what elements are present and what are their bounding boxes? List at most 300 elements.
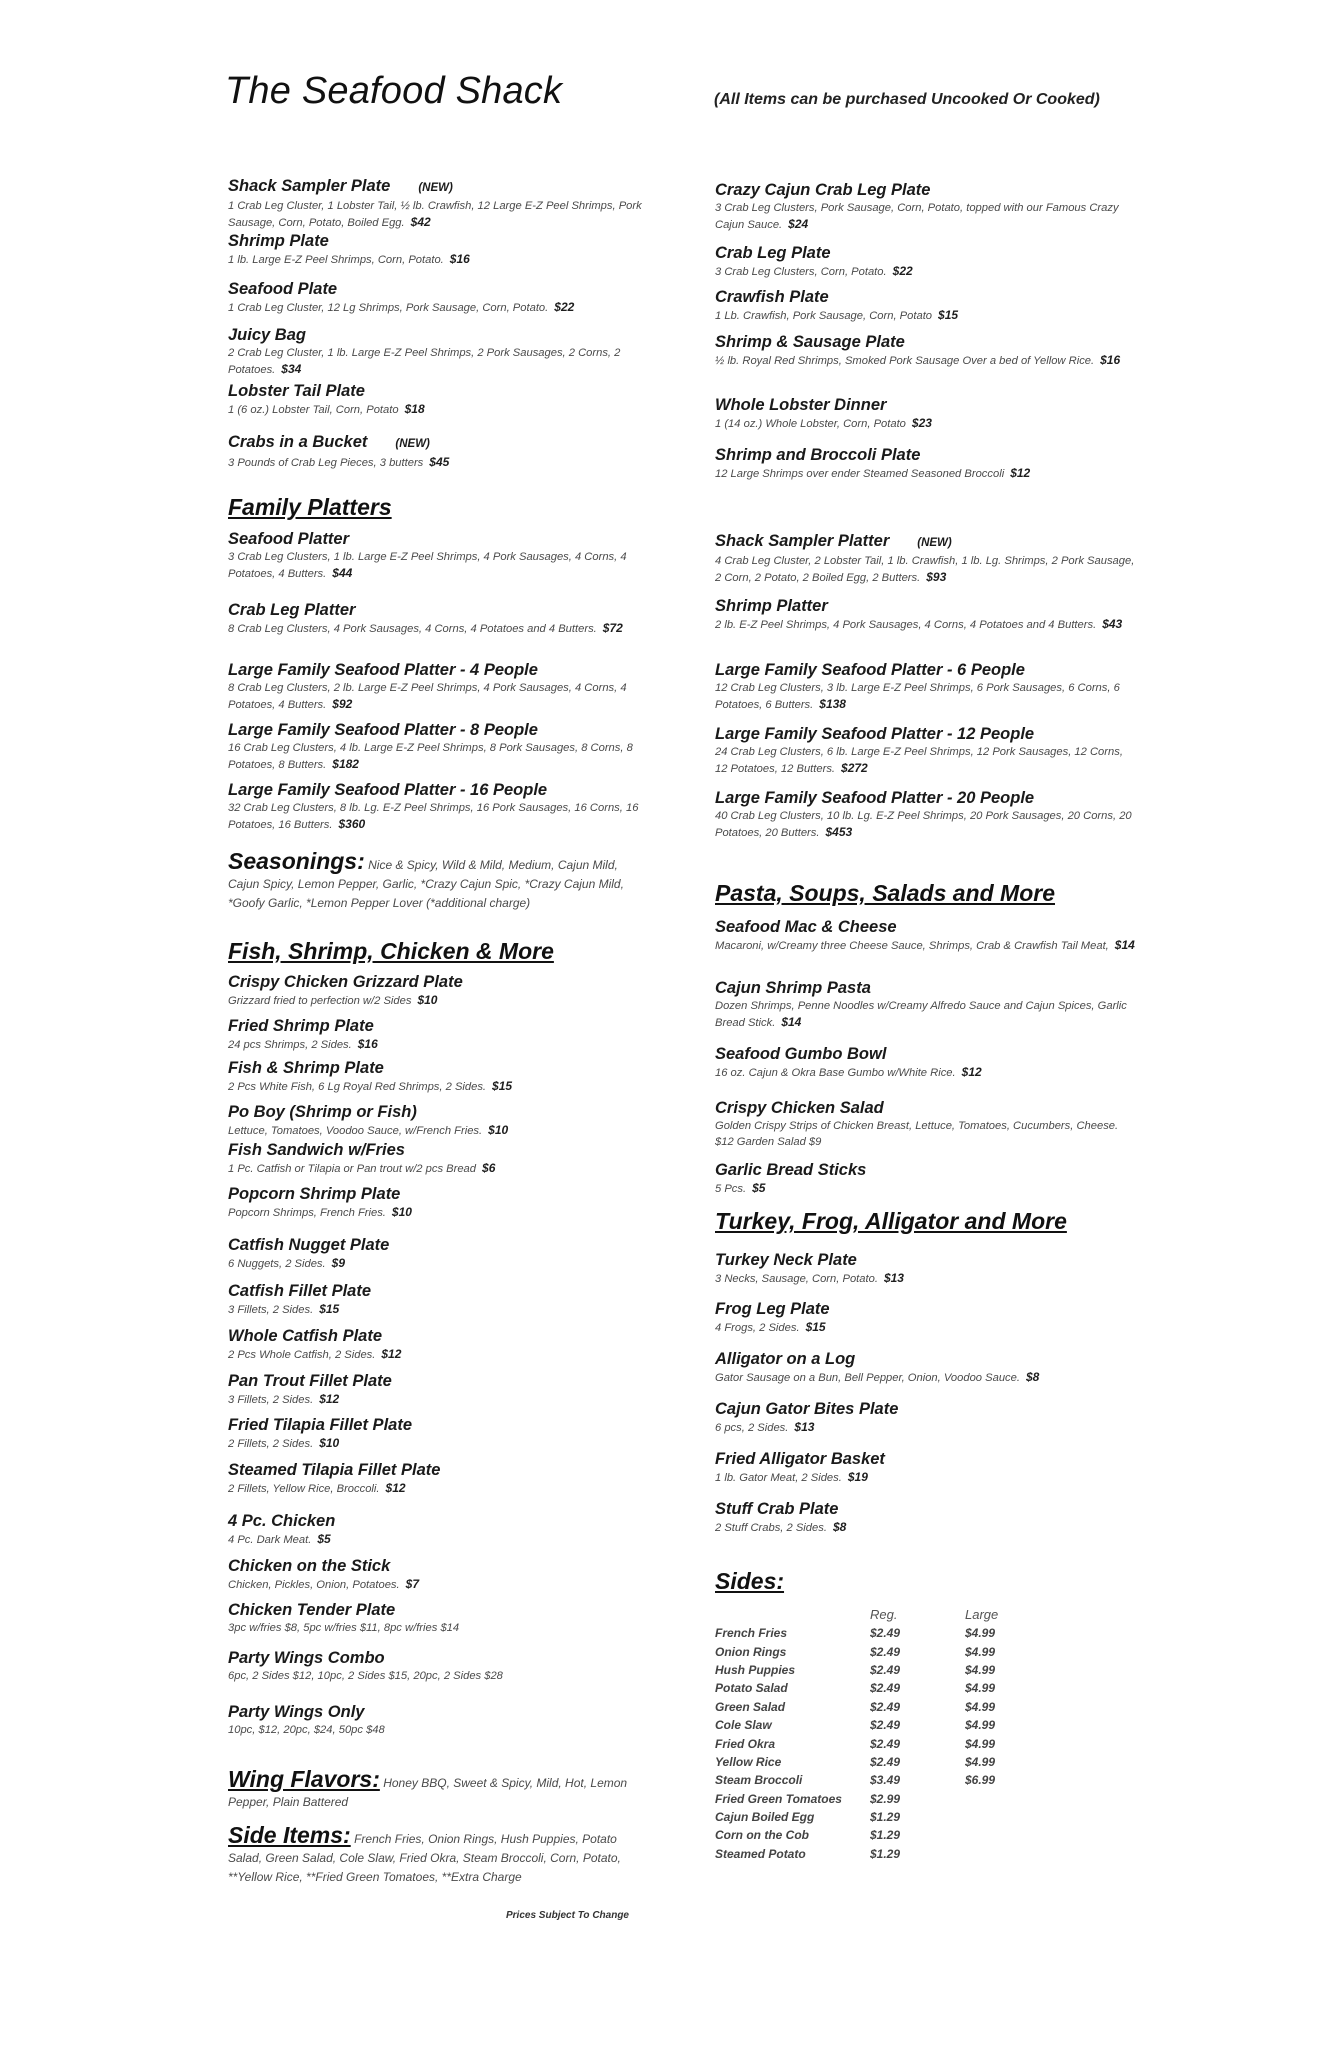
menu-item-name-text: Fried Alligator Basket bbox=[715, 1450, 885, 1468]
menu-item-shrimp-and-broccoli-plate bbox=[715, 445, 1135, 483]
menu-item-shack-sampler-platter bbox=[715, 531, 1135, 586]
menu-item-name bbox=[715, 978, 1135, 998]
side-price-large: $4.99 bbox=[965, 1718, 996, 1733]
menu-item-price: $10 bbox=[391, 1205, 412, 1219]
menu-item-price: $15 bbox=[319, 1302, 340, 1316]
sides-row bbox=[715, 1716, 1045, 1734]
menu-item-description bbox=[715, 617, 1135, 634]
menu-item-description-text: 8 Crab Leg Clusters, 4 Pork Sausages, 4 Corns, 4 Potatoes and 4 Butters. bbox=[228, 623, 597, 635]
menu-item-name-text: Seafood Plate bbox=[228, 280, 338, 298]
menu-item-name bbox=[228, 381, 648, 401]
menu-item-price: $13 bbox=[883, 1271, 904, 1285]
menu-item-shack-sampler-plate bbox=[228, 176, 648, 231]
menu-item-price: $5 bbox=[317, 1532, 331, 1546]
menu-item-party-wings-only bbox=[228, 1702, 648, 1739]
menu-item-name-text: Crazy Cajun Crab Leg Plate bbox=[715, 181, 931, 199]
menu-item-price: $453 bbox=[825, 824, 853, 839]
side-price-large: $4.99 bbox=[965, 1681, 996, 1696]
menu-item-name bbox=[715, 1349, 1135, 1369]
menu-item-price: $34 bbox=[281, 361, 302, 376]
menu-item-description-text: 6pc, 2 Sides $12, 10pc, 2 Sides $15, 20pc, 2 Sides $28 bbox=[228, 1670, 503, 1682]
menu-item-description bbox=[228, 252, 648, 269]
menu-item-name bbox=[715, 1499, 1135, 1519]
menu-item-catfish-fillet-plate bbox=[228, 1281, 648, 1319]
menu-item-price: $12 bbox=[1010, 466, 1031, 480]
sides-row bbox=[715, 1698, 1045, 1716]
menu-item-crawfish-plate bbox=[715, 287, 1135, 325]
menu-item-description-text: 2 Pcs White Fish, 6 Lg Royal Red Shrimps, 2 Sides. bbox=[228, 1081, 487, 1093]
menu-item-name bbox=[228, 720, 648, 740]
sides-header-row bbox=[715, 1604, 1045, 1624]
menu-item-description bbox=[228, 1123, 648, 1140]
menu-item-name bbox=[228, 432, 648, 454]
side-name: Cole Slaw bbox=[715, 1718, 772, 1733]
side-items-text: French Fries, Onion Rings, Hush Puppies, Potato Salad, Green Salad, Cole Slaw, Fried Okra, Steam Broccoli, Corn, Potato, **Yellow Rice, **Fried Green Tomatoes, **Extra Charge bbox=[228, 1832, 621, 1884]
side-price-large bbox=[965, 1808, 1045, 1826]
side-price-reg: $2.49 bbox=[870, 1718, 901, 1733]
sides-rows bbox=[715, 1624, 1045, 1863]
menu-item-name-text: Shrimp & Sausage Plate bbox=[715, 333, 905, 351]
menu-item-name bbox=[715, 531, 1135, 553]
menu-item-description-text: Lettuce, Tomatoes, Voodoo Sauce, w/French Fries. bbox=[228, 1125, 483, 1137]
menu-item-description-text: 3 Necks, Sausage, Corn, Potato. bbox=[715, 1273, 878, 1285]
menu-item-price: $15 bbox=[938, 308, 959, 322]
side-name: Steam Broccoli bbox=[715, 1773, 803, 1788]
menu-item-description bbox=[715, 999, 1135, 1031]
menu-item-price: $7 bbox=[405, 1577, 419, 1591]
new-badge: (NEW) bbox=[418, 182, 453, 194]
menu-item-name-text: Large Family Seafood Platter - 4 People bbox=[228, 661, 538, 679]
menu-item-name-text: Large Family Seafood Platter - 12 People bbox=[715, 725, 1035, 743]
sides-row bbox=[715, 1642, 1045, 1660]
menu-item-description bbox=[715, 353, 1135, 370]
menu-item-description-text: 4 Frogs, 2 Sides. bbox=[715, 1322, 800, 1334]
menu-item-name-text: Shrimp and Broccoli Plate bbox=[715, 446, 921, 464]
menu-item-name-text: Alligator on a Log bbox=[715, 1350, 856, 1368]
menu-item-stuff-crab-plate bbox=[715, 1499, 1135, 1537]
menu-item-description bbox=[228, 741, 648, 773]
menu-item-large-family-seafood-platter-8-people bbox=[228, 720, 648, 773]
menu-item-name bbox=[715, 445, 1135, 465]
menu-item-name-text: Whole Lobster Dinner bbox=[715, 396, 887, 414]
menu-item-fried-tilapia-fillet-plate bbox=[228, 1415, 648, 1453]
menu-item-price: $12 bbox=[385, 1481, 406, 1495]
sides-row bbox=[715, 1624, 1045, 1642]
menu-item-price: $10 bbox=[417, 993, 438, 1007]
menu-item-description bbox=[715, 1320, 1135, 1337]
section-heading-pasta-soups: Pasta, Soups, Salads and More bbox=[715, 880, 1055, 906]
menu-item-large-family-seafood-platter-6-people bbox=[715, 660, 1135, 713]
menu-item-name bbox=[228, 176, 648, 198]
menu-item-name-text: Whole Catfish Plate bbox=[228, 1327, 383, 1345]
menu-item-name bbox=[228, 972, 648, 992]
menu-item-name-text: Steamed Tilapia Fillet Plate bbox=[228, 1461, 441, 1479]
menu-item-name bbox=[715, 724, 1135, 744]
menu-item-description-text: Popcorn Shrimps, French Fries. bbox=[228, 1207, 386, 1219]
menu-item-description-text: 4 Crab Leg Cluster, 2 Lobster Tail, 1 lb. Crawfish, 1 lb. Lg. Shrimps, 2 Pork Sausage, 2 Corn, 2 Potato, 2 Boiled Egg, 2 Butters. bbox=[715, 555, 1135, 584]
menu-item-name-text: Po Boy (Shrimp or Fish) bbox=[228, 1103, 417, 1121]
side-name: Green Salad bbox=[715, 1699, 786, 1714]
menu-item-name-text: Fried Shrimp Plate bbox=[228, 1017, 374, 1035]
menu-item-name bbox=[228, 1556, 648, 1576]
menu-item-name-text: Cajun Shrimp Pasta bbox=[715, 979, 871, 997]
menu-item-fried-shrimp-plate bbox=[228, 1016, 648, 1054]
menu-item-crab-leg-platter bbox=[228, 600, 648, 638]
menu-item-description-text: Macaroni, w/Creamy three Cheese Sauce, Shrimps, Crab & Crawfish Tail Meat, bbox=[715, 940, 1109, 952]
menu-item-price: $138 bbox=[819, 696, 846, 711]
menu-item-catfish-nugget-plate bbox=[228, 1235, 648, 1273]
sides-col-large: Large bbox=[965, 1606, 999, 1622]
menu-item-price: $15 bbox=[805, 1320, 826, 1334]
wing-flavors-block bbox=[228, 1766, 648, 1812]
menu-item-name-text: Crispy Chicken Grizzard Plate bbox=[228, 973, 463, 991]
menu-item-name-text: Shack Sampler Plate bbox=[228, 177, 391, 195]
menu-item-description bbox=[228, 1669, 648, 1685]
menu-item-name bbox=[228, 231, 648, 251]
menu-item-price: $44 bbox=[332, 565, 353, 580]
menu-item-lobster-tail-plate bbox=[228, 381, 648, 419]
menu-item-name-text: Shrimp Platter bbox=[715, 597, 828, 615]
menu-item-description-text: Golden Crispy Strips of Chicken Breast, Lettuce, Tomatoes, Cucumbers, Cheese. $12 Garden Salad $9 bbox=[715, 1120, 1119, 1148]
menu-item-crispy-chicken-grizzard-plate bbox=[228, 972, 648, 1010]
menu-item-fish-shrimp-plate bbox=[228, 1058, 648, 1096]
menu-item-description bbox=[715, 466, 1135, 483]
side-name: Cajun Boiled Egg bbox=[715, 1810, 815, 1825]
menu-item-description-text: 3pc w/fries $8, 5pc w/fries $11, 8pc w/fries $14 bbox=[228, 1622, 460, 1634]
menu-item-name-text: Chicken on the Stick bbox=[228, 1557, 391, 1575]
side-price-reg: $1.29 bbox=[870, 1846, 901, 1861]
section-heading-turkey-frog: Turkey, Frog, Alligator and More bbox=[715, 1208, 1067, 1234]
menu-item-price: $16 bbox=[1100, 353, 1121, 367]
menu-item-name-text: Juicy Bag bbox=[228, 326, 306, 344]
menu-item-description-text: 3 Pounds of Crab Leg Pieces, 3 butters bbox=[228, 457, 424, 469]
menu-item-name-text: Crab Leg Platter bbox=[228, 601, 356, 619]
menu-item-description bbox=[228, 993, 648, 1010]
menu-item-description bbox=[228, 1079, 648, 1096]
menu-item-description-text: 4 Pc. Dark Meat. bbox=[228, 1534, 312, 1546]
side-name: Yellow Rice bbox=[715, 1754, 782, 1769]
menu-item-chicken-on-the-stick bbox=[228, 1556, 648, 1594]
side-price-reg: $2.49 bbox=[870, 1626, 901, 1641]
menu-item-description-text: 1 Lb. Crawfish, Pork Sausage, Corn, Potato bbox=[715, 310, 933, 322]
menu-item-crab-leg-plate bbox=[715, 243, 1135, 281]
menu-item-description bbox=[228, 1205, 648, 1222]
menu-item-name bbox=[715, 180, 1135, 200]
menu-item-description bbox=[715, 745, 1135, 777]
menu-item-description bbox=[228, 1481, 648, 1498]
menu-item-seafood-mac-cheese bbox=[715, 917, 1135, 955]
menu-item-name bbox=[715, 1098, 1135, 1118]
menu-item-name bbox=[715, 332, 1135, 352]
side-price-reg: $2.99 bbox=[870, 1791, 901, 1806]
side-price-large bbox=[965, 1845, 1045, 1863]
page-title: The Seafood Shack bbox=[225, 70, 563, 112]
menu-item-description-text: 2 Fillets, Yellow Rice, Broccoli. bbox=[228, 1483, 380, 1495]
menu-item-price: $42 bbox=[410, 214, 431, 229]
menu-item-description-text: 5 Pcs. bbox=[715, 1183, 747, 1195]
menu-item-price: $16 bbox=[357, 1037, 378, 1051]
menu-item-name bbox=[228, 1102, 648, 1122]
menu-item-description-text: 3 Crab Leg Clusters, Corn, Potato. bbox=[715, 266, 887, 278]
menu-item-description-text: 3 Crab Leg Clusters, Pork Sausage, Corn, Potato, topped with our Famous Crazy Cajun Sauce. bbox=[715, 202, 1119, 231]
side-price-reg: $1.29 bbox=[870, 1828, 901, 1843]
menu-item-name bbox=[228, 660, 648, 680]
menu-item-price: $12 bbox=[961, 1065, 982, 1079]
side-price-reg: $2.49 bbox=[870, 1644, 901, 1659]
menu-item-description bbox=[715, 1470, 1135, 1487]
menu-item-description-text: 1 (6 oz.) Lobster Tail, Corn, Potato bbox=[228, 404, 399, 416]
menu-item-description bbox=[228, 681, 648, 713]
menu-item-turkey-neck-plate bbox=[715, 1250, 1135, 1288]
menu-item-seafood-gumbo-bowl bbox=[715, 1044, 1135, 1082]
menu-item-description bbox=[715, 308, 1135, 325]
menu-item-name-text: Fried Tilapia Fillet Plate bbox=[228, 1416, 412, 1434]
menu-item-price: $45 bbox=[429, 455, 450, 469]
menu-item-price: $24 bbox=[788, 216, 809, 231]
menu-item-description-text: 12 Large Shrimps over ender Steamed Seasoned Broccoli bbox=[715, 468, 1005, 480]
menu-item-price: $12 bbox=[319, 1392, 340, 1406]
menu-item-description-text: 32 Crab Leg Clusters, 8 lb. Lg. E-Z Peel Shrimps, 16 Pork Sausages, 16 Corns, 16 Potatoes, 16 Butters. bbox=[228, 802, 639, 831]
menu-item-name bbox=[228, 780, 648, 800]
side-price-reg: $2.49 bbox=[870, 1736, 901, 1751]
menu-item-shrimp-plate bbox=[228, 231, 648, 269]
menu-item-name-text: Party Wings Combo bbox=[228, 1649, 385, 1667]
menu-item-name bbox=[228, 1140, 648, 1160]
menu-item-juicy-bag bbox=[228, 325, 648, 378]
side-price-large: $4.99 bbox=[965, 1754, 996, 1769]
side-name: Fried Green Tomatoes bbox=[715, 1791, 842, 1806]
menu-item-description-text: 10pc, $12, 20pc, $24, 50pc $48 bbox=[228, 1724, 385, 1736]
menu-item-price: $14 bbox=[1114, 938, 1135, 952]
menu-item-name-text: Shrimp Plate bbox=[228, 232, 329, 250]
menu-item-price: $5 bbox=[752, 1181, 766, 1195]
menu-item-fried-alligator-basket bbox=[715, 1449, 1135, 1487]
menu-item-description-text: 1 (14 oz.) Whole Lobster, Corn, Potato bbox=[715, 418, 906, 430]
menu-item-price: $10 bbox=[319, 1436, 340, 1450]
menu-item-price: $8 bbox=[832, 1520, 847, 1534]
footer-note: Prices Subject To Change bbox=[506, 1910, 629, 1921]
new-badge: (NEW) bbox=[395, 438, 430, 450]
menu-item-name bbox=[715, 917, 1135, 937]
menu-item-name-text: Seafood Gumbo Bowl bbox=[715, 1045, 887, 1063]
menu-item-name bbox=[715, 660, 1135, 680]
menu-item-description bbox=[228, 199, 648, 231]
menu-item-description bbox=[228, 455, 648, 472]
menu-item-description bbox=[228, 1621, 648, 1637]
menu-item-description bbox=[228, 1347, 648, 1364]
menu-item-description bbox=[228, 1302, 648, 1319]
menu-item-name-text: Fish & Shrimp Plate bbox=[228, 1059, 384, 1077]
menu-item-crabs-in-a-bucket bbox=[228, 432, 648, 472]
menu-item-description-text: 1 lb. Gator Meat, 2 Sides. bbox=[715, 1472, 842, 1484]
side-price-large: $4.99 bbox=[965, 1736, 996, 1751]
menu-item-name bbox=[228, 1371, 648, 1391]
menu-item-description-text: 2 lb. E-Z Peel Shrimps, 4 Pork Sausages, 4 Corns, 4 Potatoes and 4 Butters. bbox=[715, 619, 1097, 631]
menu-item-name-text: Turkey Neck Plate bbox=[715, 1251, 857, 1269]
side-price-large bbox=[965, 1826, 1045, 1844]
menu-item-frog-leg-plate bbox=[715, 1299, 1135, 1337]
menu-item-crazy-cajun-crab-leg-plate bbox=[715, 180, 1135, 233]
side-price-reg: $3.49 bbox=[870, 1773, 901, 1788]
menu-item-name bbox=[228, 1326, 648, 1346]
menu-item-name-text: Large Family Seafood Platter - 8 People bbox=[228, 721, 538, 739]
sides-col-name bbox=[715, 1604, 870, 1624]
menu-item-name-text: Stuff Crab Plate bbox=[715, 1500, 839, 1518]
menu-item-name bbox=[228, 1058, 648, 1078]
menu-item-description-text: Chicken, Pickles, Onion, Potatoes. bbox=[228, 1579, 400, 1591]
menu-item-name bbox=[228, 1235, 648, 1255]
menu-item-description-text: 1 Crab Leg Cluster, 1 Lobster Tail, ½ lb. Crawfish, 12 Large E-Z Peel Shrimps, Pork Sausage, Corn, Potato, Boiled Egg. bbox=[228, 200, 642, 229]
menu-item-description-text: 2 Pcs Whole Catfish, 2 Sides. bbox=[228, 1349, 376, 1361]
menu-item-description-text: 1 Crab Leg Cluster, 12 Lg Shrimps, Pork Sausage, Corn, Potato. bbox=[228, 302, 549, 314]
sides-row bbox=[715, 1734, 1045, 1752]
menu-item-4-pc-chicken bbox=[228, 1511, 648, 1549]
menu-item-description bbox=[715, 1119, 1135, 1150]
menu-item-description-text: 1 Pc. Catfish or Tilapia or Pan trout w/2 pcs Bread bbox=[228, 1163, 477, 1175]
menu-item-description bbox=[228, 1436, 648, 1453]
sides-heading: Sides: bbox=[715, 1568, 785, 1594]
menu-item-name-text: Party Wings Only bbox=[228, 1703, 365, 1721]
menu-item-garlic-bread-sticks bbox=[715, 1160, 1135, 1198]
menu-item-description bbox=[228, 300, 648, 317]
menu-item-whole-catfish-plate bbox=[228, 1326, 648, 1364]
menu-item-name-text: Lobster Tail Plate bbox=[228, 382, 365, 400]
sides-row bbox=[715, 1790, 1045, 1808]
side-name: Potato Salad bbox=[715, 1681, 788, 1696]
menu-item-price: $10 bbox=[488, 1123, 509, 1137]
menu-item-name-text: Cajun Gator Bites Plate bbox=[715, 1400, 899, 1418]
menu-item-name bbox=[228, 1702, 648, 1722]
menu-item-description bbox=[715, 1420, 1135, 1437]
side-price-reg: $1.29 bbox=[870, 1810, 901, 1825]
menu-item-name bbox=[228, 279, 648, 299]
menu-item-crispy-chicken-salad bbox=[715, 1098, 1135, 1150]
menu-item-name bbox=[715, 287, 1135, 307]
menu-item-fish-sandwich-w-fries bbox=[228, 1140, 648, 1178]
menu-item-description bbox=[715, 416, 1135, 433]
menu-item-name-text: Large Family Seafood Platter - 6 People bbox=[715, 661, 1025, 679]
menu-item-price: $12 bbox=[381, 1347, 402, 1361]
menu-item-description-text: 2 Crab Leg Cluster, 1 lb. Large E-Z Peel Shrimps, 2 Pork Sausages, 2 Corns, 2 Potatoes. bbox=[228, 347, 621, 376]
menu-item-description bbox=[715, 1370, 1135, 1387]
menu-item-name bbox=[715, 1044, 1135, 1064]
menu-item-price: $6 bbox=[482, 1161, 496, 1175]
menu-item-description bbox=[715, 1065, 1135, 1082]
menu-item-description bbox=[228, 1161, 648, 1178]
menu-item-description bbox=[715, 1181, 1135, 1198]
side-price-large bbox=[965, 1790, 1045, 1808]
menu-item-name bbox=[228, 1016, 648, 1036]
menu-item-name bbox=[228, 600, 648, 620]
menu-item-name-text: Chicken Tender Plate bbox=[228, 1601, 396, 1619]
menu-item-po-boy-shrimp-or-fish bbox=[228, 1102, 648, 1140]
new-badge: (NEW) bbox=[917, 537, 952, 549]
menu-item-description-text: 16 oz. Cajun & Okra Base Gumbo w/White Rice. bbox=[715, 1067, 956, 1079]
menu-item-chicken-tender-plate bbox=[228, 1600, 648, 1637]
menu-item-price: $93 bbox=[926, 569, 947, 584]
menu-item-price: $92 bbox=[332, 696, 353, 711]
menu-item-name bbox=[715, 1160, 1135, 1180]
menu-item-name-text: Crispy Chicken Salad bbox=[715, 1099, 884, 1117]
menu-item-seafood-platter bbox=[228, 529, 648, 582]
menu-item-description bbox=[228, 1392, 648, 1409]
menu-item-pan-trout-fillet-plate bbox=[228, 1371, 648, 1409]
menu-item-price: $15 bbox=[492, 1079, 513, 1093]
menu-item-alligator-on-a-log bbox=[715, 1349, 1135, 1387]
side-price-large: $4.99 bbox=[965, 1699, 996, 1714]
side-name: Corn on the Cob bbox=[715, 1828, 809, 1843]
menu-item-name-text: Shack Sampler Platter bbox=[715, 532, 890, 550]
menu-item-name bbox=[715, 1250, 1135, 1270]
menu-item-party-wings-combo bbox=[228, 1648, 648, 1685]
wing-flavors-heading: Wing Flavors: bbox=[228, 1766, 380, 1792]
menu-item-name bbox=[228, 529, 648, 549]
menu-item-name-text: Seafood Platter bbox=[228, 530, 350, 548]
wing-flavors-text: Honey BBQ, Sweet & Spicy, Mild, Hot, Lemon Pepper, Plain Battered bbox=[228, 1776, 628, 1809]
menu-item-name bbox=[715, 1399, 1135, 1419]
side-price-large: $6.99 bbox=[965, 1773, 996, 1788]
menu-item-cajun-gator-bites-plate bbox=[715, 1399, 1135, 1437]
menu-item-description bbox=[715, 554, 1135, 586]
menu-item-large-family-seafood-platter-4-people bbox=[228, 660, 648, 713]
side-price-large: $4.99 bbox=[965, 1662, 996, 1677]
side-name: Fried Okra bbox=[715, 1736, 776, 1751]
menu-item-cajun-shrimp-pasta bbox=[715, 978, 1135, 1031]
menu-item-description bbox=[228, 801, 648, 833]
side-name: Onion Rings bbox=[715, 1644, 787, 1659]
section-heading-fish-shrimp-chicken: Fish, Shrimp, Chicken & More bbox=[228, 938, 554, 964]
menu-item-description-text: Gator Sausage on a Bun, Bell Pepper, Onion, Voodoo Sauce. bbox=[715, 1372, 1020, 1384]
menu-item-description bbox=[228, 402, 648, 419]
seasonings-text: Nice & Spicy, Wild & Mild, Medium, Cajun Mild, Cajun Spicy, Lemon Pepper, Garlic, *Crazy Cajun Spic, *Crazy Cajun Mild, *Goofy Garlic, *Lemon Pepper Lover (*additional charge) bbox=[228, 858, 624, 910]
seasonings-block bbox=[228, 848, 648, 913]
menu-item-price: $72 bbox=[602, 621, 623, 635]
menu-item-name-text: Crawfish Plate bbox=[715, 288, 829, 306]
page-subtitle: (All Items can be purchased Uncooked Or Cooked) bbox=[714, 91, 1100, 108]
menu-item-description bbox=[715, 264, 1135, 281]
menu-item-name-text: Garlic Bread Sticks bbox=[715, 1161, 867, 1179]
menu-item-shrimp-platter bbox=[715, 596, 1135, 634]
side-items-heading: Side Items: bbox=[228, 1822, 351, 1848]
side-price-reg: $2.49 bbox=[870, 1681, 901, 1696]
menu-item-name bbox=[228, 1281, 648, 1301]
menu-item-description-text: 24 Crab Leg Clusters, 6 lb. Large E-Z Peel Shrimps, 12 Pork Sausages, 12 Corns, 12 Potatoes, 12 Butters. bbox=[715, 746, 1123, 775]
menu-item-description bbox=[228, 621, 648, 638]
menu-item-description-text: 2 Stuff Crabs, 2 Sides. bbox=[715, 1522, 827, 1534]
menu-item-name bbox=[228, 1511, 648, 1531]
menu-item-name-text: Catfish Nugget Plate bbox=[228, 1236, 390, 1254]
menu-item-description bbox=[715, 809, 1135, 841]
menu-item-description-text: 6 Nuggets, 2 Sides. bbox=[228, 1258, 326, 1270]
menu-item-price: $19 bbox=[847, 1470, 868, 1484]
side-price-reg: $2.49 bbox=[870, 1662, 901, 1677]
menu-item-description-text: 24 pcs Shrimps, 2 Sides. bbox=[228, 1039, 352, 1051]
menu-item-popcorn-shrimp-plate bbox=[228, 1184, 648, 1222]
side-price-reg: $2.49 bbox=[870, 1754, 901, 1769]
side-name: Hush Puppies bbox=[715, 1662, 796, 1677]
menu-item-price: $22 bbox=[554, 300, 575, 314]
sides-row bbox=[715, 1808, 1045, 1826]
menu-item-description bbox=[715, 681, 1135, 713]
menu-item-name-text: Crab Leg Plate bbox=[715, 244, 831, 262]
menu-item-steamed-tilapia-fillet-plate bbox=[228, 1460, 648, 1498]
menu-item-description bbox=[228, 1037, 648, 1054]
menu-item-price: $8 bbox=[1025, 1370, 1040, 1384]
menu-item-name-text: Large Family Seafood Platter - 20 People bbox=[715, 789, 1035, 807]
sides-row bbox=[715, 1679, 1045, 1697]
menu-item-description bbox=[715, 201, 1135, 233]
menu-item-large-family-seafood-platter-20-people bbox=[715, 788, 1135, 841]
